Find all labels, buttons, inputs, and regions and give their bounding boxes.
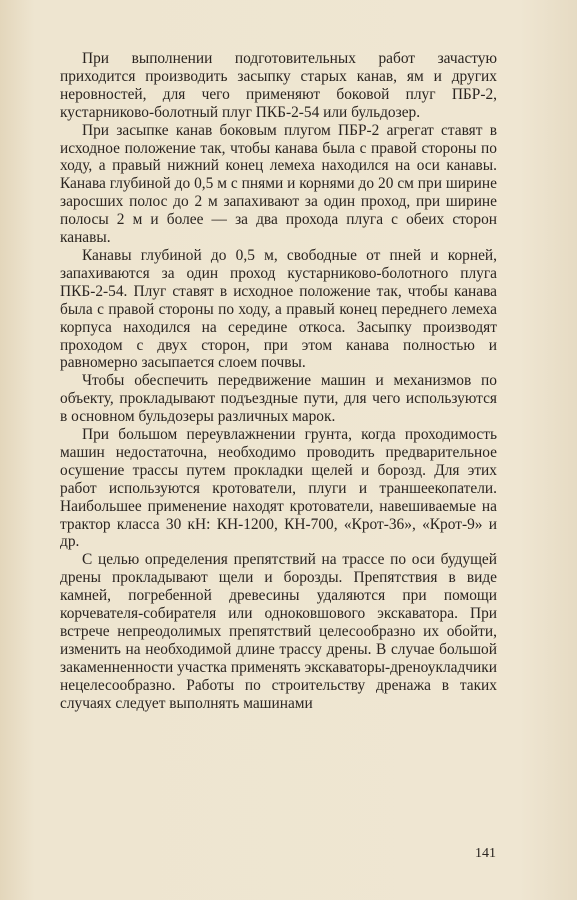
paragraph-side-plough: При засыпке канав боковым плугом ПБР-2 агрегат ставят в исходное положение так, чтобы канава была с правой стороны по ходу, а правый нижний конец лемеха находился на оси канавы. Канава глубиной до 0,5 м с пнями и корнями до 20 см при ширине заросших полос до 2 м запахивают за один проход, при ширине полосы 2 м и более — за два прохода плуга с обеих сторон канавы. [60,121,497,247]
paragraph-backfilling: При выполнении подготовительных работ зачастую приходится производить засыпку старых канав, ям и других неровностей, для чего применяют боковой плуг ПБР-2, кустарниково-болотный плуг ПКБ-2-54 или бульдозер. [60,50,497,121]
paragraph-preliminary-drainage: При большом переувлажнении грунта, когда проходимость машин недостаточна, необходимо проводить предварительное осушение трассы путем прокладки щелей и борозд. Для этих работ используются кротователи, плуги и траншеекопатели. Наибольшее применение находят кротователи, навешиваемые на трактор класса 30 кН: КН-1200, КН-700, «Крот-36», «Крот-9» и др. [60,426,497,551]
paragraph-obstacles: С целью определения препятствий на трассе по оси будущей дрены прокладывают щели и борозды. Препятствия в виде камней, погребенной древесины удаляются при помощи корчевателя-собирателя или одноковшового экскаватора. При встрече непреодолимых препятствий целесообразно их обойти, изменить на необходимой длине трассу дрены. В случае большой закаменненности участка применять экскаваторы-дреноукладчики нецелесообразно. Работы по строительству дренажа в таких случаях следует выполнять машинами [60,551,497,712]
page-number: 141 [475,846,496,861]
paragraph-access-roads: Чтобы обеспечить передвижение машин и механизмов по объекту, прокладывают подъездные пути, для чего используются в основном бульдозеры различных марок. [60,372,497,426]
paragraph-bog-plough: Канавы глубиной до 0,5 м, свободные от пней и корней, запахиваются за один проход кустарниково-болотного плуга ПКБ-2-54. Плуг ставят в исходное положение так, чтобы канава была с правой стороны по ходу, а правый конец переднего лемеха корпуса находился на середине откоса. Засыпку производят проходом с двух сторон, при этом канава полностью и равномерно засыпается слоем почвы. [60,246,497,372]
body-text [60,50,497,713]
